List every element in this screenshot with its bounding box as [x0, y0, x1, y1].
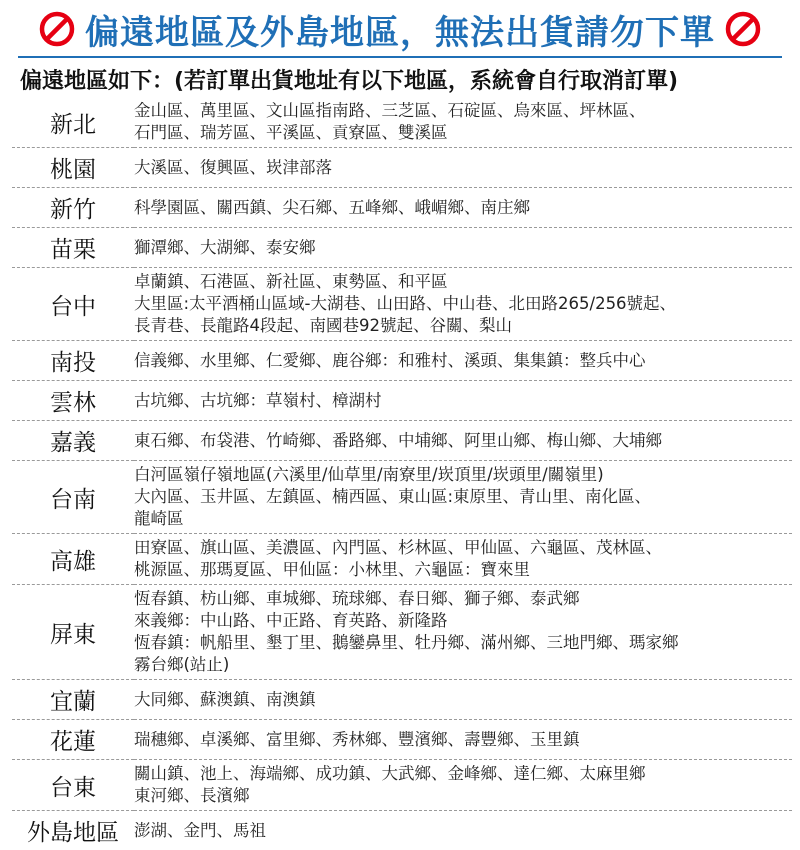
region-city: 屏東	[50, 621, 96, 648]
prohibited-icon	[39, 11, 75, 47]
region-areas	[134, 421, 792, 461]
region-city: 雲林	[50, 390, 96, 416]
region-area-line: 霧台鄉(站止)	[134, 655, 230, 674]
region-areas	[134, 811, 792, 850]
region-area-line: 東河鄉、長濱鄉	[134, 786, 250, 805]
region-area-line: 大里區:太平酒桶山區域-大湖巷、山田路、中山巷、北田路265/256號起、	[134, 294, 677, 313]
region-areas	[134, 268, 792, 341]
region-row	[12, 720, 792, 760]
region-area-line: 瑞穗鄉、卓溪鄉、富里鄉、秀林鄉、豐濱鄉、壽豐鄉、玉里鎮	[134, 729, 580, 749]
region-area-line: 恆春鎮：帆船里、墾丁里、鵝鑾鼻里、牡丹鄉、滿州鄉、三地門鄉、瑪家鄉	[134, 633, 679, 652]
region-area-line: 科學園區、關西鎮、尖石鄉、五峰鄉、峨嵋鄉、南庄鄉	[134, 197, 530, 217]
region-area-line: 白河區嶺仔嶺地區(六溪里/仙草里/南寮里/崁頂里/崁頭里/關嶺里)	[134, 465, 604, 484]
prohibited-icon	[725, 11, 761, 47]
region-row	[12, 680, 792, 720]
region-row	[12, 585, 792, 680]
region-row	[12, 381, 792, 421]
banner-title: 偏遠地區及外島地區，無法出貨請勿下單	[85, 12, 715, 53]
region-row	[12, 534, 792, 585]
region-city: 苗栗	[50, 237, 96, 263]
region-areas	[134, 381, 792, 421]
region-area-line: 信義鄉、水里鄉、仁愛鄉、鹿谷鄉：和雅村、溪頭、集集鎮：整兵中心	[134, 350, 646, 370]
region-area-line: 來義鄉：中山路、中正路、育英路、新隆路	[134, 611, 448, 630]
region-area-line: 關山鎮、池上、海端鄉、成功鎮、大武鄉、金峰鄉、達仁鄉、太麻里鄉	[134, 764, 646, 783]
region-area-line: 田寮區、旗山區、美濃區、內門區、杉林區、甲仙區、六龜區、茂林區、	[134, 538, 662, 557]
region-area-line: 恆春鎮、枋山鄉、車城鄉、琉球鄉、春日鄉、獅子鄉、泰武鄉	[134, 589, 580, 608]
region-area-line: 石門區、瑞芳區、平溪區、貢寮區、雙溪區	[134, 123, 448, 142]
region-areas	[134, 760, 792, 811]
region-row	[12, 188, 792, 228]
region-area-line: 卓蘭鎮、石港區、新社區、東勢區、和平區	[134, 272, 448, 291]
region-areas	[134, 97, 792, 148]
region-city: 外島地區	[27, 820, 119, 846]
regions-table	[12, 97, 792, 850]
region-city: 新竹	[50, 197, 96, 223]
region-row	[12, 811, 792, 850]
region-areas	[134, 148, 792, 188]
region-area-line: 長青巷、長龍路4段起、南國巷92號起、谷關、梨山	[134, 316, 512, 335]
region-areas	[134, 228, 792, 268]
warning-banner	[0, 0, 800, 58]
region-areas	[134, 585, 792, 680]
region-city: 新北	[50, 111, 96, 138]
region-city: 宜蘭	[50, 689, 96, 715]
region-row	[12, 228, 792, 268]
region-city: 南投	[50, 350, 96, 376]
region-areas	[134, 534, 792, 585]
region-area-line: 澎湖、金門、馬祖	[134, 820, 266, 840]
region-area-line: 大內區、玉井區、左鎮區、楠西區、東山區:東原里、青山里、南化區、	[134, 487, 652, 506]
region-area-line: 古坑鄉、古坑鄉：草嶺村、樟湖村	[134, 390, 382, 410]
region-area-line: 金山區、萬里區、文山區指南路、三芝區、石碇區、烏來區、坪林區、	[134, 101, 646, 120]
region-areas	[134, 341, 792, 381]
region-row	[12, 148, 792, 188]
banner-divider	[18, 56, 782, 58]
region-area-line: 東石鄉、布袋港、竹崎鄉、番路鄉、中埔鄉、阿里山鄉、梅山鄉、大埔鄉	[134, 430, 662, 450]
region-city: 台東	[50, 774, 96, 801]
region-area-line: 龍崎區	[134, 509, 184, 528]
region-city: 台中	[50, 293, 96, 320]
page-subheader: 偏遠地區如下：(若訂單出貨地址有以下地區，系統會自行取消訂單)	[20, 69, 679, 94]
region-areas	[134, 188, 792, 228]
region-area-line: 獅潭鄉、大湖鄉、泰安鄉	[134, 237, 316, 257]
region-city: 台南	[50, 486, 96, 513]
region-areas	[134, 680, 792, 720]
region-row	[12, 421, 792, 461]
region-row	[12, 341, 792, 381]
region-city: 花蓮	[50, 729, 96, 755]
region-area-line: 大溪區、復興區、崁津部落	[134, 157, 332, 177]
region-row	[12, 461, 792, 534]
region-city: 嘉義	[50, 430, 96, 456]
region-city: 桃園	[50, 157, 96, 183]
region-areas	[134, 720, 792, 760]
region-areas	[134, 461, 792, 534]
region-row	[12, 97, 792, 148]
region-area-line: 大同鄉、蘇澳鎮、南澳鎮	[134, 689, 316, 709]
region-row	[12, 760, 792, 811]
region-area-line: 桃源區、那瑪夏區、甲仙區：小林里、六龜區：寶來里	[134, 560, 530, 579]
region-city: 高雄	[50, 548, 96, 575]
region-row	[12, 268, 792, 341]
